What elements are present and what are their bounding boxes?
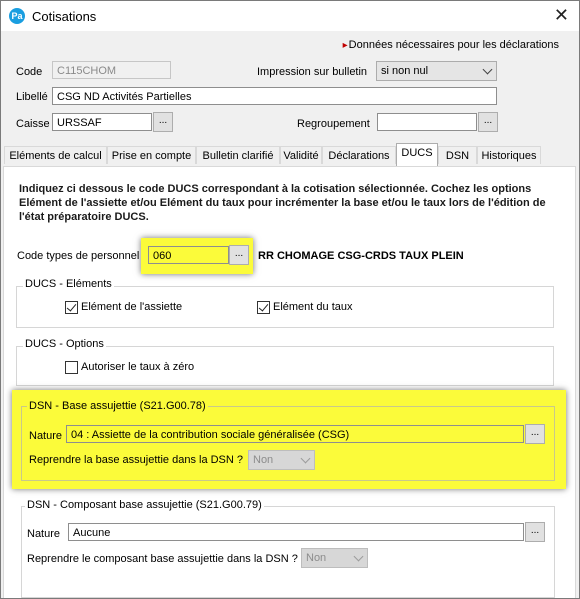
title-bar [1,1,579,31]
element-taux-label: Elément du taux [273,301,353,313]
ducs-instructions: Indiquez ci dessous le code DUCS correspondant à la cotisation sélectionnée. Cochez les options Elément de l'assiette et/ou Elément du taux pour incrémenter la base et/ou le taux lors de l'édition de l'état préparatoire DUCS. [19,183,546,223]
nature-browse-button[interactable]: ... [525,424,545,444]
dsn-composant-legend: DSN - Composant base assujettie (S21.G00.79) [27,499,262,511]
reprendre-base-label: Reprendre la base assujettie dans la DSN ? [29,454,244,466]
code-types-label: Code types de personnel [17,250,140,262]
impression-select-value: si non nul [381,65,429,77]
reprendre-base-select[interactable] [248,450,315,470]
code-types-browse-button[interactable]: ... [229,245,249,265]
nature2-label: Nature [27,528,61,540]
regroupement-browse-button[interactable]: ... [478,112,498,132]
necessary-data-link[interactable]: ▸ Données nécessaires pour les déclarations [343,39,559,51]
element-assiette-checkbox[interactable] [65,301,78,314]
tab-bulletin-clarifie[interactable]: Bulletin clarifié [196,146,280,164]
tab-ducs[interactable]: DUCS [396,143,438,166]
nature-field[interactable]: 04 : Assiette de la contribution sociale généralisée (CSG) [66,425,524,443]
reprendre-base-select-value: Non [253,454,274,466]
reprendre-composant-select[interactable] [301,548,368,568]
code-field[interactable]: C115CHOM [52,61,171,79]
regroupement-field[interactable] [377,113,477,131]
app-logo-icon: Pa [9,8,25,24]
caisse-browse-button[interactable]: ... [153,112,173,132]
dsn-base-legend: DSN - Base assujettie (S21.G00.78) [29,400,206,412]
code-label: Code [16,66,43,78]
window-title: Cotisations [32,9,97,24]
autoriser-taux-zero-checkbox[interactable] [65,361,78,374]
ducs-elements-legend: DUCS - Eléments [25,278,112,290]
reprendre-composant-select-value: Non [306,552,327,564]
reprendre-composant-label: Reprendre le composant base assujettie dans la DSN ? [27,553,298,565]
nature2-field[interactable]: Aucune [68,523,524,541]
dsn-composant-group [21,506,555,598]
ducs-options-legend: DUCS - Options [25,338,104,350]
caisse-label: Caisse [16,118,50,130]
tab-prise-en-compte[interactable]: Prise en compte [107,146,196,164]
autoriser-taux-zero-label: Autoriser le taux à zéro [81,361,195,373]
nature2-browse-button[interactable]: ... [525,522,545,542]
nature-label: Nature [29,430,63,442]
code-types-description: RR CHOMAGE CSG-CRDS TAUX PLEIN [258,250,464,262]
tab-validite[interactable]: Validité [280,146,322,164]
chevron-down-icon [354,552,364,562]
caisse-field[interactable]: URSSAF [52,113,152,131]
tab-declarations[interactable]: Déclarations [322,146,396,164]
close-icon[interactable]: ✕ [553,5,569,25]
chevron-down-icon [301,454,311,464]
tab-historiques[interactable]: Historiques [477,146,541,164]
libelle-label: Libellé [16,91,48,103]
element-assiette-label: Elément de l'assiette [81,301,183,313]
code-types-field[interactable]: 060 [148,246,229,264]
tab-dsn[interactable]: DSN [438,146,477,164]
tab-elements-calcul[interactable]: Eléments de calcul [4,146,107,164]
chevron-down-icon [483,65,493,75]
impression-select[interactable] [376,61,497,81]
regroupement-label: Regroupement [297,118,370,130]
element-taux-checkbox[interactable] [257,301,270,314]
impression-label: Impression sur bulletin [257,66,368,78]
libelle-field[interactable]: CSG ND Activités Partielles [52,87,497,105]
